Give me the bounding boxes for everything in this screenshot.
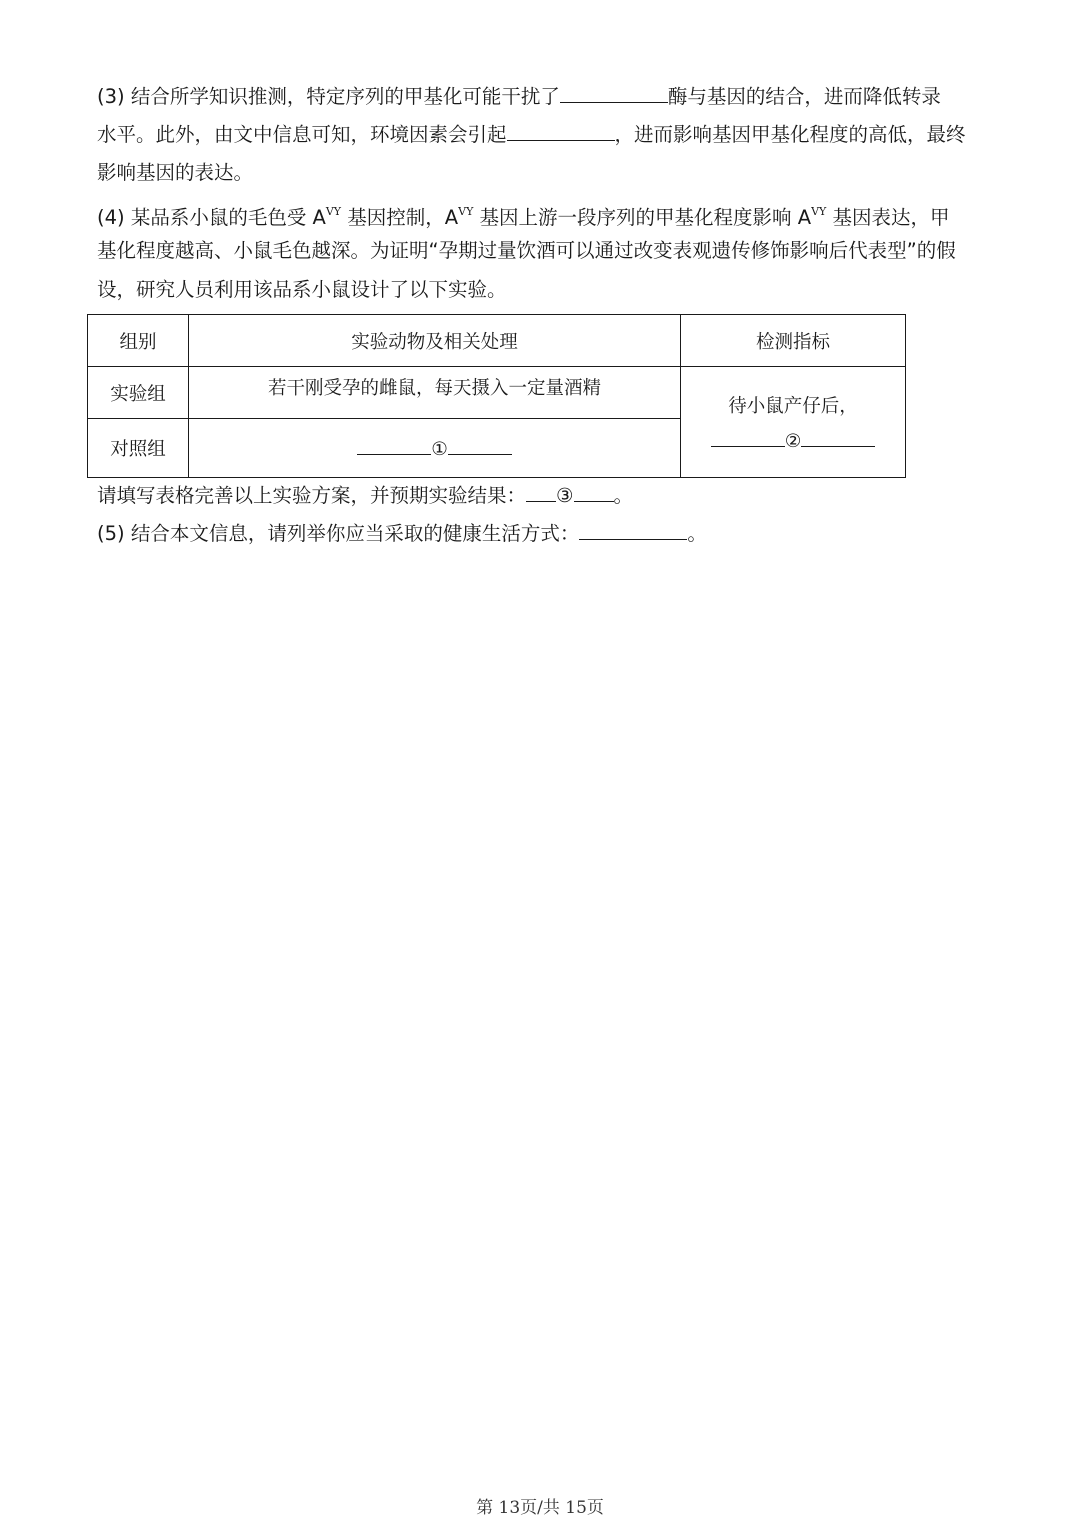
q3-text-2b: ，进而影响基因甲基化程度的高低，最终 <box>614 123 966 146</box>
q3-blank-enzyme <box>560 82 668 103</box>
fill-text-a: 请填写表格完善以上实验方案，并预期实验结果： <box>97 484 527 507</box>
q5-blank <box>579 519 687 540</box>
q3-line-1 <box>97 82 987 111</box>
blank-mark-1: ① <box>431 439 448 460</box>
q3-text-1b: 酶与基因的结合，进而降低转录 <box>667 85 941 108</box>
q4-text-3: 设，研究人员利用该品系小鼠设计了以下实验。 <box>97 278 507 301</box>
q4-text-1d: 基因表达，甲 <box>832 206 950 229</box>
q4-sup-2: VY <box>458 205 474 218</box>
cell-ctrl-treatment <box>189 419 681 478</box>
fill-blank-right <box>574 481 614 502</box>
fill-text-b: 。 <box>613 484 634 507</box>
cell-detection <box>681 367 906 478</box>
q5-line <box>97 519 987 548</box>
q4-text-2: 基化程度越高、小鼠毛色越深。为证明“孕期过量饮酒可以通过改变表观遗传修饰影响后代表型”的假 <box>97 239 956 262</box>
fill-blank-left <box>526 481 556 502</box>
q3-text-2a: 水平。此外，由文中信息可知，环境因素会引起 <box>97 123 507 146</box>
q5-text-a: (5) 结合本文信息，请列举你应当采取的健康生活方式： <box>97 522 580 545</box>
q4-sup-3: VY <box>811 205 827 218</box>
q3-blank-env <box>507 120 615 141</box>
detection-text: 待小鼠产仔后， <box>728 396 858 417</box>
fill-instruction-line <box>97 481 987 510</box>
header-group: 组别 <box>88 315 189 367</box>
cell-exp-group: 实验组 <box>88 367 189 419</box>
q5-text-b: 。 <box>687 522 707 545</box>
cell-ctrl-group: 对照组 <box>88 419 189 478</box>
q3-line-3 <box>97 159 987 187</box>
q3-text-1a: (3) 结合所学知识推测，特定序列的甲基化可能干扰了 <box>97 85 560 108</box>
q4-line-1 <box>97 198 987 232</box>
detection-blank-2 <box>681 428 905 452</box>
experiment-table <box>87 314 906 478</box>
page-footer: 第 13页/共 15页 <box>476 1498 604 1518</box>
header-detection: 检测指标 <box>681 315 906 367</box>
table-row <box>88 367 906 419</box>
q4-text-1b: 基因控制，A <box>347 206 459 229</box>
q4-text-1a: (4) 某品系小鼠的毛色受 A <box>97 206 326 229</box>
q4-text-1c: 基因上游一段序列的甲基化程度影响 A <box>479 206 812 229</box>
blank-mark-2: ② <box>784 431 802 452</box>
q4-line-3 <box>97 276 987 304</box>
q3-text-3: 影响基因的表达。 <box>97 161 254 184</box>
cell-exp-treatment: 若干刚受孕的雌鼠，每天摄入一定量酒精 <box>189 367 681 419</box>
q4-sup-1: VY <box>325 205 342 218</box>
q4-line-2 <box>97 237 987 265</box>
q3-line-2 <box>97 120 987 149</box>
header-treatment: 实验动物及相关处理 <box>189 315 681 367</box>
blank-mark-3: ③ <box>556 484 574 507</box>
table-header-row <box>88 315 906 367</box>
